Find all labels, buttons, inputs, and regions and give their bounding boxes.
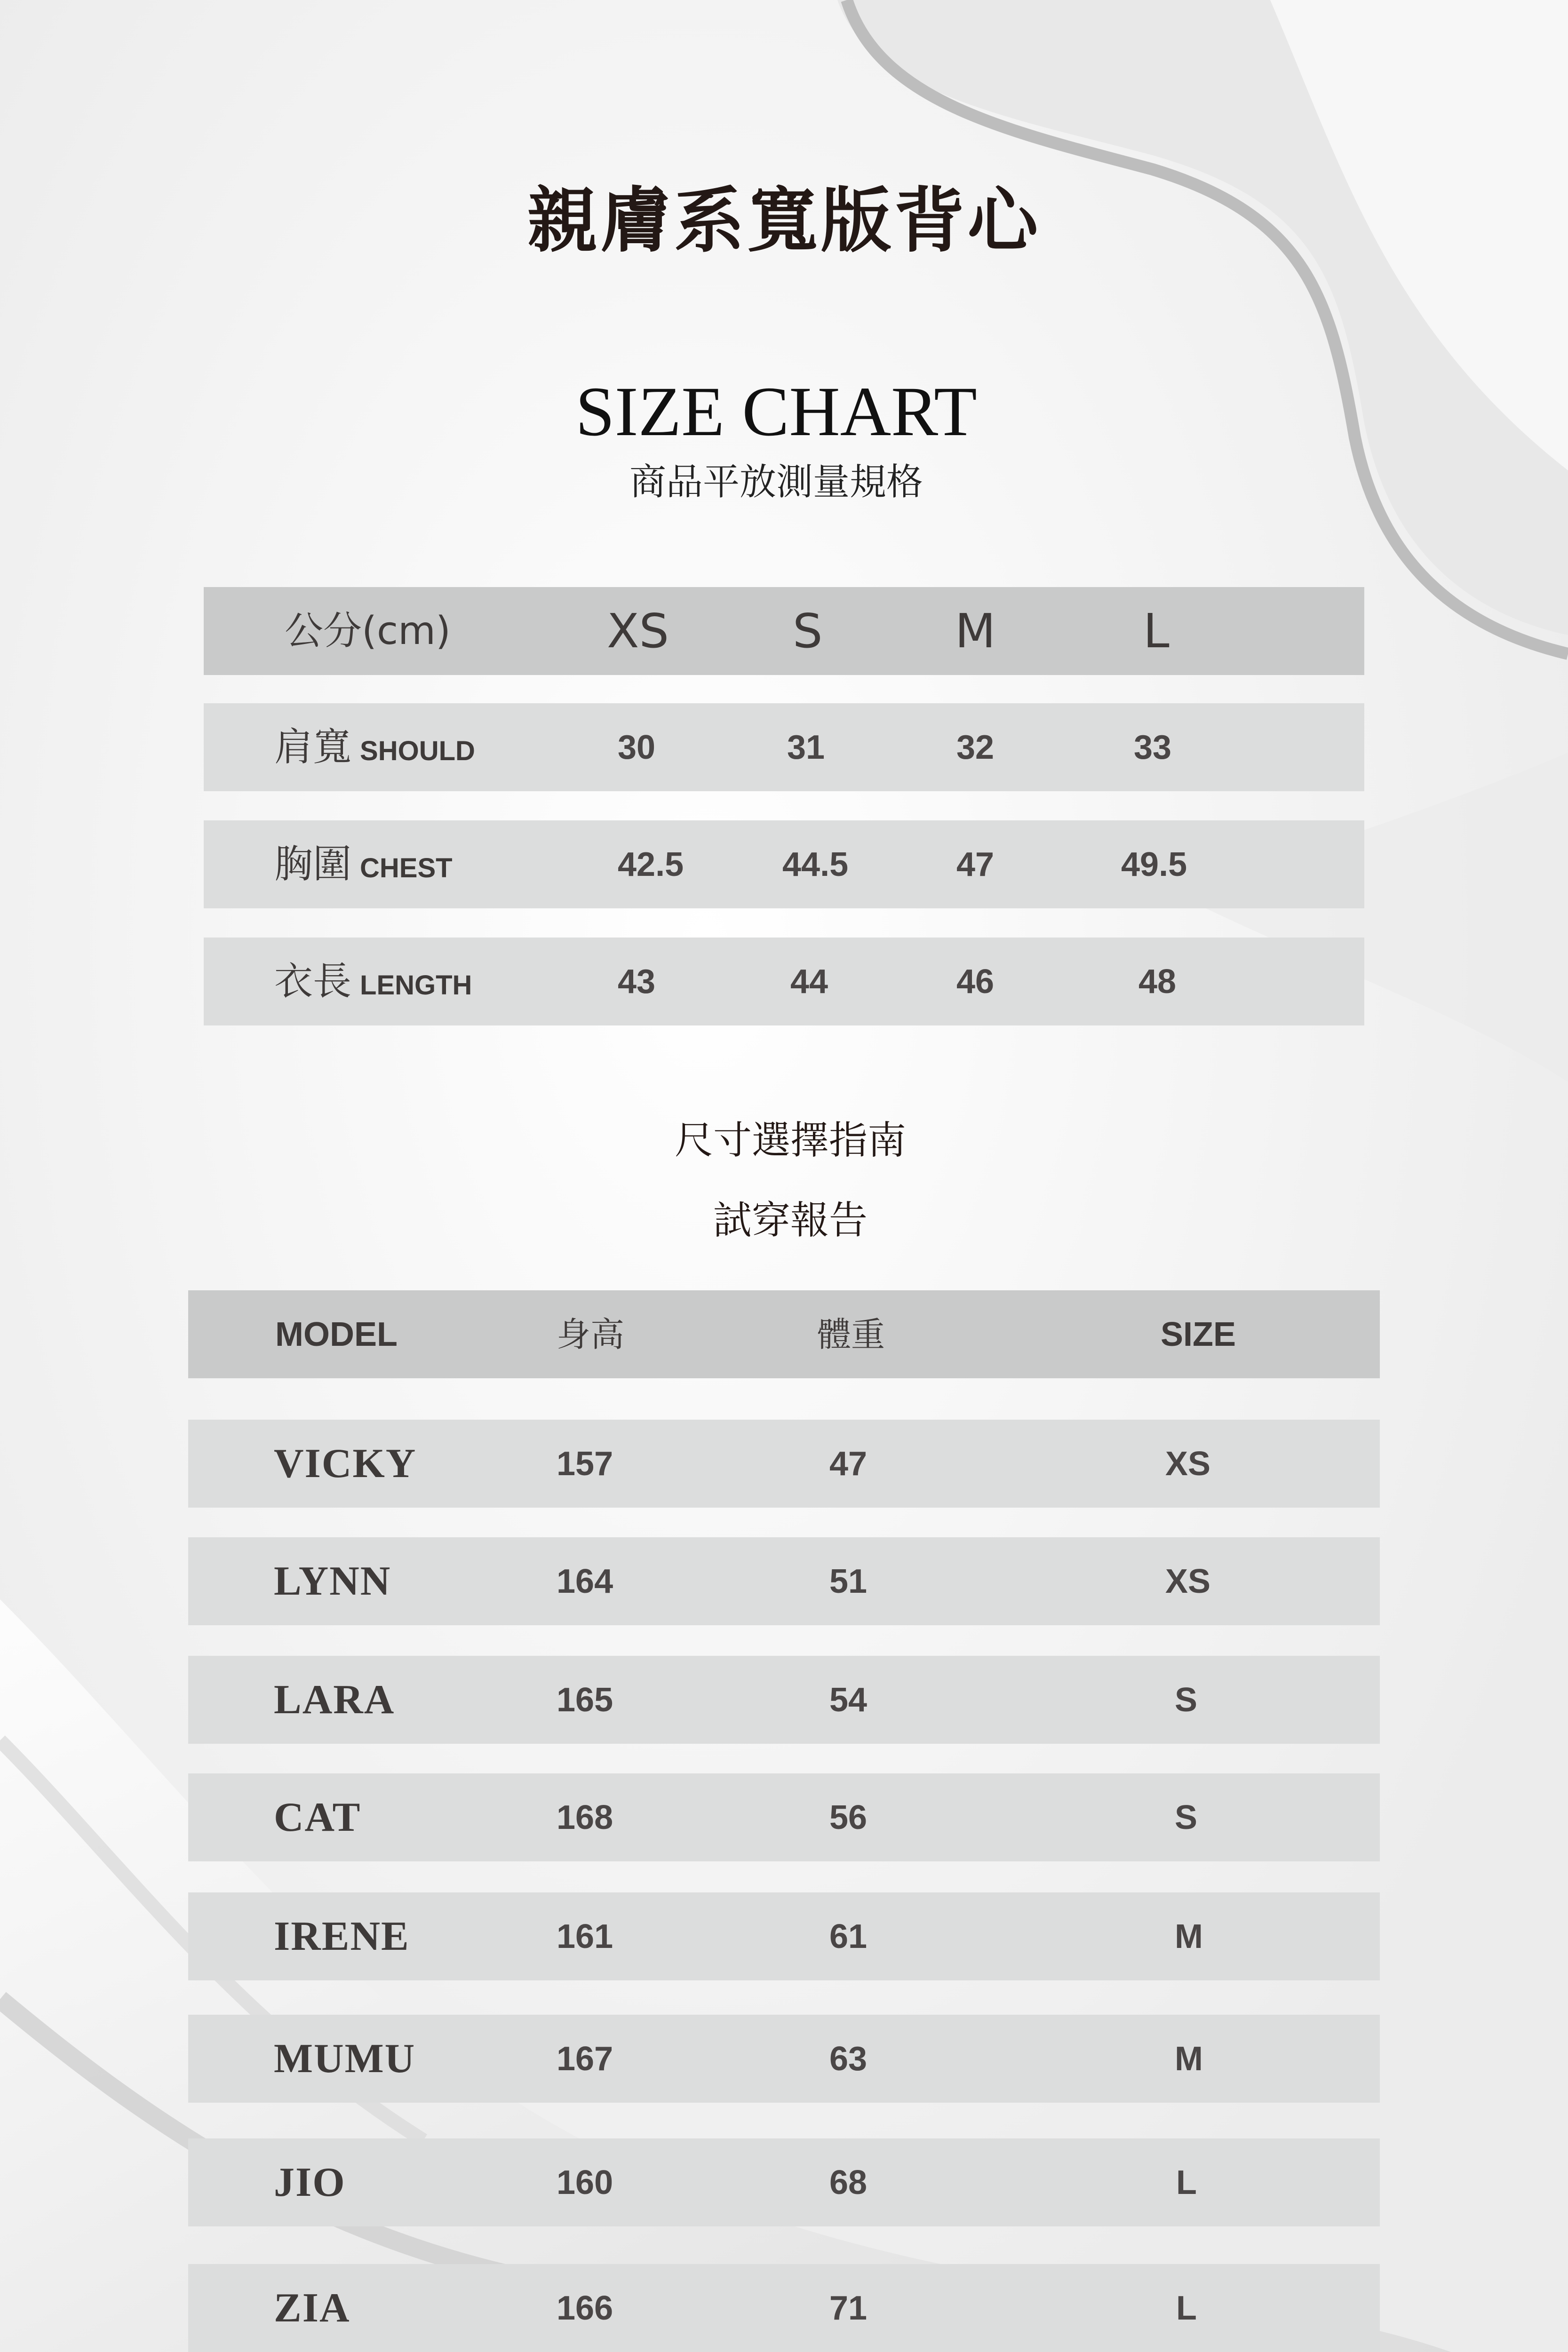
size-chart-heading: SIZE CHART <box>575 373 977 451</box>
value-cell: 43 <box>618 962 656 1001</box>
measure-row-shoulder <box>204 703 1364 791</box>
row-label-shoulder <box>274 724 475 770</box>
row-label-cn: 肩寬 <box>274 724 352 770</box>
value-cell: 47 <box>956 845 995 883</box>
model-height: 165 <box>557 1681 613 1719</box>
value-cell: 48 <box>1138 962 1177 1001</box>
model-size: S <box>1175 1798 1198 1836</box>
size-header-m: M <box>955 603 996 659</box>
row-label-cn: 胸圍 <box>274 842 352 887</box>
model-weight: 71 <box>829 2289 868 2327</box>
model-weight: 51 <box>829 1562 868 1600</box>
fitting-header-row <box>188 1290 1380 1378</box>
fitting-row <box>188 1773 1380 1861</box>
fitting-row <box>188 1537 1380 1625</box>
model-size: XS <box>1165 1445 1211 1483</box>
model-name: LYNN <box>274 1558 391 1604</box>
value-cell: 49.5 <box>1121 845 1187 883</box>
value-cell: 42.5 <box>618 845 684 883</box>
model-weight: 54 <box>829 1681 868 1719</box>
size-header-l: L <box>1143 603 1170 659</box>
model-name: JIO <box>274 2159 346 2205</box>
value-cell: 30 <box>618 728 656 766</box>
size-column-header: SIZE <box>1161 1315 1236 1353</box>
model-name: CAT <box>274 1794 361 1840</box>
weight-column-header: 體重 <box>817 1314 885 1354</box>
measure-row-chest <box>204 820 1364 908</box>
model-height: 161 <box>557 1917 613 1955</box>
model-weight: 47 <box>829 1445 868 1483</box>
product-title: 親膚系寬版背心 <box>527 180 1041 262</box>
model-size: M <box>1175 2040 1203 2078</box>
fitting-row <box>188 1892 1380 1980</box>
model-column-header: MODEL <box>275 1315 398 1353</box>
model-name: MUMU <box>274 2035 416 2082</box>
value-cell: 32 <box>956 728 995 766</box>
value-cell: 31 <box>787 728 825 766</box>
fitting-report-title: 試穿報告 <box>713 1198 868 1243</box>
model-weight: 63 <box>829 2040 868 2078</box>
value-cell: 33 <box>1134 728 1172 766</box>
fitting-row <box>188 2264 1380 2352</box>
size-header-s: S <box>793 603 823 659</box>
model-name: IRENE <box>274 1913 410 1959</box>
size-chart-subheading: 商品平放測量規格 <box>629 461 923 503</box>
model-height: 168 <box>557 1798 613 1836</box>
value-cell: 46 <box>956 962 995 1001</box>
row-label-cn: 衣長 <box>274 959 352 1004</box>
row-label-chest <box>274 842 453 887</box>
model-height: 164 <box>557 1562 613 1600</box>
model-height: 160 <box>557 2163 613 2201</box>
row-label-en: CHEST <box>360 852 453 883</box>
model-size: XS <box>1165 1562 1211 1600</box>
model-height: 166 <box>557 2289 613 2327</box>
model-name: ZIA <box>274 2285 350 2331</box>
fitting-row <box>188 1420 1380 1508</box>
row-label-length <box>274 959 472 1004</box>
row-label-en: LENGTH <box>360 969 472 1001</box>
model-height: 167 <box>557 2040 613 2078</box>
model-name: LARA <box>274 1677 395 1723</box>
model-height: 157 <box>557 1445 613 1483</box>
value-cell: 44.5 <box>782 845 849 883</box>
size-chart-header-row <box>204 587 1364 675</box>
unit-header: 公分(cm) <box>285 608 451 653</box>
model-size: M <box>1175 1917 1203 1955</box>
size-guide-title: 尺寸選擇指南 <box>674 1118 906 1163</box>
model-size: S <box>1175 1681 1198 1719</box>
model-name: VICKY <box>274 1440 417 1486</box>
model-weight: 56 <box>829 1798 868 1836</box>
value-cell: 44 <box>790 962 828 1001</box>
fitting-row <box>188 2138 1380 2226</box>
model-size: L <box>1176 2163 1197 2201</box>
fitting-row <box>188 1656 1380 1744</box>
measure-row-length <box>204 938 1364 1025</box>
fitting-row <box>188 2015 1380 2103</box>
row-label-en: SHOULD <box>360 735 475 766</box>
model-size: L <box>1176 2289 1197 2327</box>
model-weight: 68 <box>829 2163 868 2201</box>
model-weight: 61 <box>829 1917 868 1955</box>
size-header-xs: XS <box>607 603 669 659</box>
height-column-header: 身高 <box>557 1314 625 1354</box>
